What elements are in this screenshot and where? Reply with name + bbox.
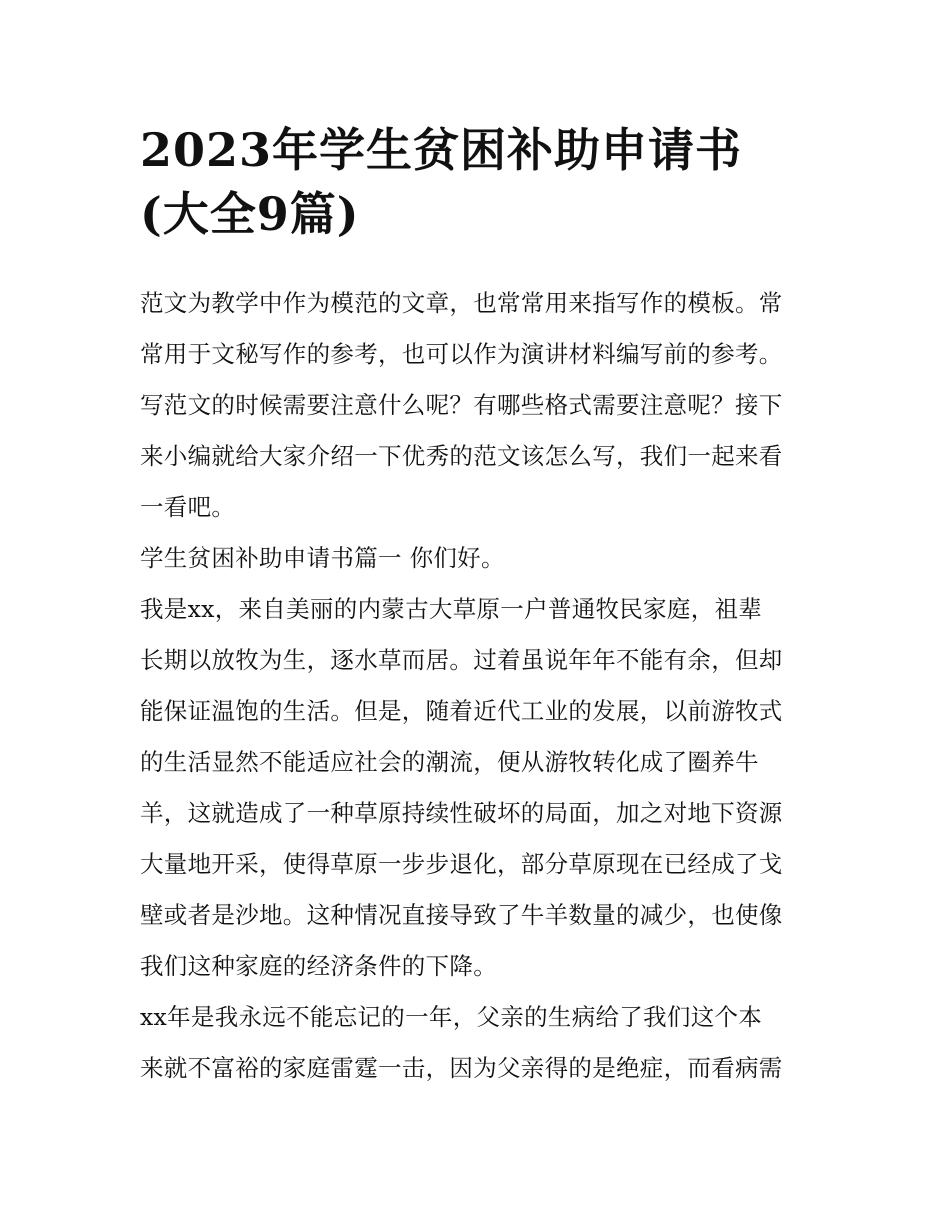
body-line-2: 常用于文秘写作的参考，也可以作为演讲材料编写前的参考。 (140, 340, 783, 368)
body-line-12: 大量地开采，使得草原一步步退化，部分草原现在已经成了戈 (140, 850, 783, 878)
title-line-2: (大全9篇) (140, 187, 360, 241)
body-line-16: 来就不富裕的家庭雷霆一击，因为父亲得的是绝症，而看病需 (140, 1054, 783, 1082)
body-line-1: 范文为教学中作为模范的文章，也常常用来指写作的模板。常 (140, 289, 783, 317)
document-title (140, 118, 820, 246)
body-line-7: 我是xx，来自美丽的内蒙古大草原一户普通牧民家庭，祖辈 (140, 595, 763, 623)
body-line-10: 的生活显然不能适应社会的潮流，便从游牧转化成了圈养牛 (140, 748, 759, 776)
document-body (140, 278, 820, 1094)
body-line-5: 一看吧。 (140, 493, 236, 521)
section-heading-line: 学生贫困补助申请书篇一 你们好。 (140, 544, 505, 572)
body-line-3: 写范文的时候需要注意什么呢？有哪些格式需要注意呢？接下 (140, 391, 783, 419)
body-line-8: 长期以放牧为生，逐水草而居。过着虽说年年不能有余，但却 (140, 646, 783, 674)
body-line-15: xx年是我永远不能忘记的一年，父亲的生病给了我们这个本 (140, 1003, 763, 1031)
body-line-11: 羊，这就造成了一种草原持续性破坏的局面，加之对地下资源 (140, 799, 783, 827)
body-line-14: 我们这种家庭的经济条件的下降。 (140, 952, 497, 980)
body-line-9: 能保证温饱的生活。但是，随着近代工业的发展，以前游牧式 (140, 697, 783, 725)
title-line-1: 2023年学生贫困补助申请书 (140, 123, 743, 177)
body-line-13: 壁或者是沙地。这种情况直接导致了牛羊数量的减少，也使像 (140, 901, 783, 929)
body-line-4: 来小编就给大家介绍一下优秀的范文该怎么写，我们一起来看 (140, 442, 783, 470)
